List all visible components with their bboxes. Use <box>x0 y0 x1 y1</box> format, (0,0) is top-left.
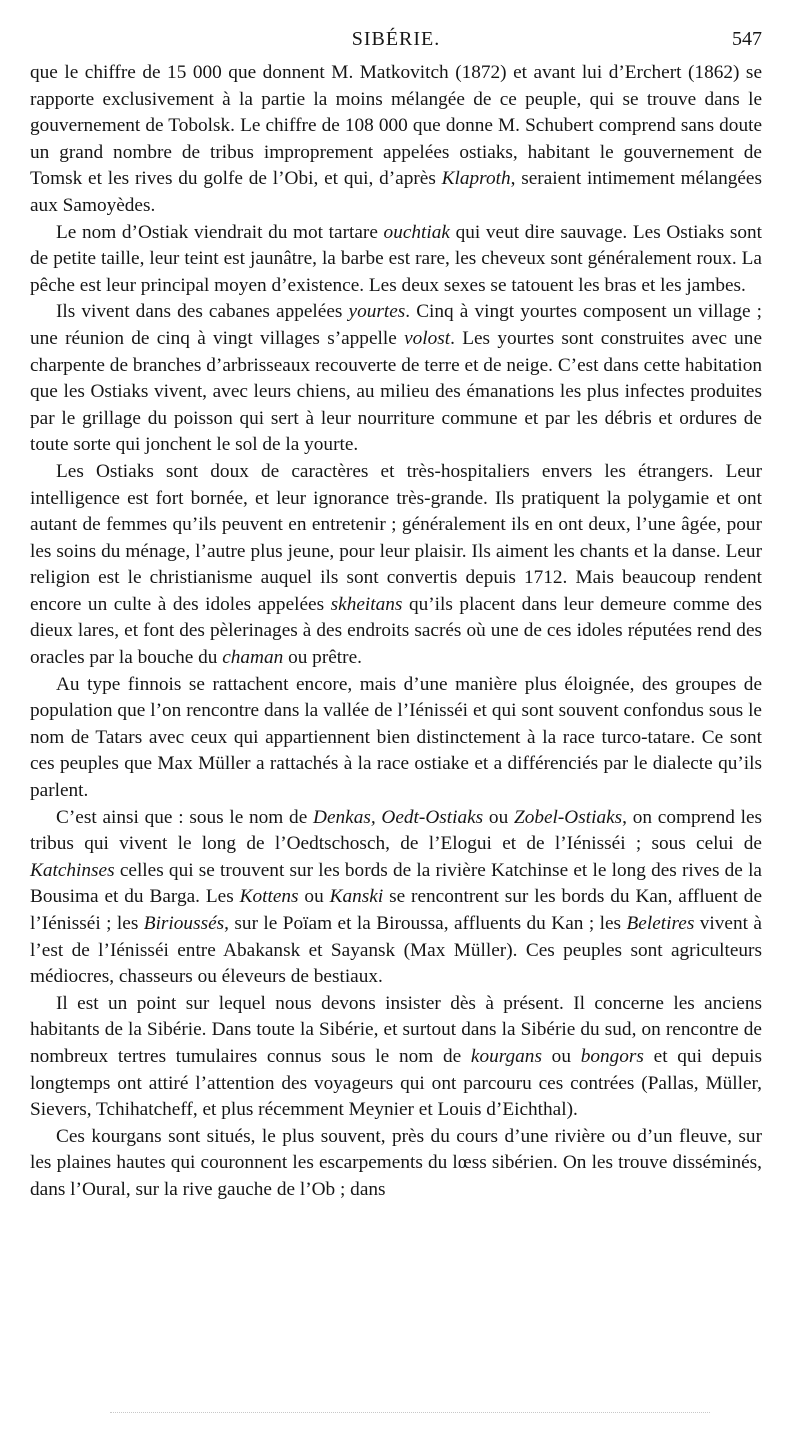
italic-term: bongors <box>580 1045 644 1067</box>
italic-term: Kanski <box>329 886 384 908</box>
paragraph <box>30 299 762 459</box>
text-run: , sur le Poïam et la Biroussa, affluents du Kan ; les <box>224 913 627 934</box>
book-page <box>30 26 762 1204</box>
paragraph <box>30 672 762 805</box>
italic-term: volost <box>404 327 451 349</box>
paragraph <box>30 220 762 300</box>
text-run: se rencontrent sur les bords du Kan, affluent de l’Iénisséi ; les <box>30 886 763 934</box>
text-run: Ils vivent dans des cabanes appelées <box>56 301 349 323</box>
text-run: qui veut dire sauvage. Les Ostiaks sont de petite taille, leur teint est jaunâtre, la barbe est rare, les cheveux sont généralement roux. La pêche est leur principal moyen d’existence. Les deux sexes se tatouent les bras et les jambes. <box>30 221 762 296</box>
text-run: ou prêtre. <box>283 647 362 669</box>
italic-term: Klaproth <box>441 168 511 190</box>
text-run: vivent à l’est de l’Iénisséi entre Abakansk et Sayansk (Max Müller). Ces peuples sont agriculteurs médiocres, chasseurs ou éleveurs de bestiaux. <box>30 913 762 988</box>
italic-term: yourtes <box>348 301 406 323</box>
text-run: . Les yourtes sont construites avec une charpente de branches d’arbrisseaux recouverte de terre et de neige. C’est dans cette habitation que les Ostiaks vivent, avec leurs chiens, au milieu des émanations les plus infectes produites par le grillage du poisson qui sert à leur nourriture commune et par les débris et ordures de toute sorte qui jonchent le sol de la yourte. <box>30 327 762 456</box>
text-run: Il est un point sur lequel nous devons insister dès à présent. Il concerne les anciens habitants de la Sibérie. Dans toute la Sibérie, et surtout dans la Sibérie du sud, on rencontre de nombreux tertres tumulaires connus sous le nom de <box>30 992 762 1067</box>
text-run: qu’ils placent dans leur demeure comme des dieux lares, et font des pèlerinages à des endroits sacrés où une de ces idoles réputées rend des oracles par la bouche du <box>30 593 762 669</box>
text-run: Les Ostiaks sont doux de caractères et très-hospitaliers envers les étrangers. Leur intelligence est fort bornée, et leur ignorance très-grande. Ils pratiquent la polygamie et ont autant de femmes qu’ils peuvent en entretenir ; généralement ils en ont deux, l’une âgée, pour les soins du ménage, l’autre plus jeune, pour leur plaisir. Ils aiment les chants et la danse. Leur religion est le christianisme auquel ils sont convertis depuis 1712. Mais beaucoup rendent encore un culte à des idoles appelées <box>30 460 762 615</box>
text-run: et qui depuis longtemps ont attiré l’attention des voyageurs qui ont parcouru ces contrées (Pallas, Müller, Sievers, Tchihatcheff, et plus récemment Meynier et Louis d’Eichthal). <box>30 1045 763 1121</box>
text-run: ou <box>541 1045 581 1067</box>
text-run: que le chiffre de 15 000 que donnent M. Matkovitch (1872) et avant lui d’Erchert (1862) se rapporte exclusivement à la partie la moins mélangée de ce peuple, qui se trouve dans le gouvernement de Tobolsk. Le chiffre de 108 000 que donne M. Schubert comprend sans doute un grand nombre de tribus improprement appelées ostiaks, habitant le gouvernement de Tomsk et les rives du golfe de l’Obi, et qui, d’après <box>30 62 762 190</box>
text-run: ou <box>298 886 330 908</box>
italic-term: Zobel-Ostiaks <box>513 806 623 828</box>
paragraph <box>30 459 762 672</box>
paragraph <box>30 805 762 991</box>
italic-term: ouchtiak <box>383 221 450 243</box>
text-run: celles qui se trouvent sur les bords de la rivière Katchinse et le long des rives de la Bousima et du Barga. Les <box>30 859 762 908</box>
paragraph <box>30 1124 762 1204</box>
page-number: 547 <box>732 28 762 50</box>
text-run: C’est ainsi que : sous le nom de <box>56 806 314 828</box>
text-run: ou <box>483 806 514 828</box>
text-run: , on comprend les tribus qui vivent le long de l’Oedtschosch, de l’Elogui et de l’Iénisséi ; sous celui de <box>30 806 763 855</box>
text-run: . Cinq à vingt yourtes composent un village ; une réunion de cinq à vingt villages s’appelle <box>30 301 762 349</box>
italic-term: Katchinses <box>30 859 115 881</box>
body-text <box>30 60 762 1204</box>
italic-term: Kottens <box>239 886 299 908</box>
running-title: SIBÉRIE. <box>351 28 441 50</box>
text-run: Le nom d’Ostiak viendrait du mot tartare <box>56 221 384 243</box>
italic-term: Beletires <box>626 913 695 934</box>
text-run: Ces kourgans sont situés, le plus souvent, près du cours d’une rivière ou d’un fleuve, sur les plaines hautes qui couronnent les escarpements du lœss sibérien. On les trouve disséminés, dans l’Oural, sur la rive gauche de l’Ob ; dans <box>30 1125 762 1200</box>
italic-term: skheitans <box>330 593 403 615</box>
text-run: , seraient intimement mélangées aux Samoyèdes. <box>30 168 762 216</box>
text-run: Au type finnois se rattachent encore, mais d’une manière plus éloignée, des groupes de population que l’on rencontre dans la vallée de l’Iénisséi et qui sont souvent confondus sous le nom de Tatars avec ceux qui appartiennent bien distinctement à la race turco-tatare. Ce sont ces peuples que Max Müller a rattachés à la race ostiake et a différenciés par le dialecte qu’ils parlent. <box>30 673 762 802</box>
footer-dotted-rule <box>110 1412 710 1415</box>
paragraph <box>30 60 762 220</box>
page-header <box>30 26 762 60</box>
paragraph <box>30 991 762 1124</box>
italic-term: Denkas, Oedt-Ostiaks <box>313 806 484 828</box>
italic-term: chaman <box>222 647 284 669</box>
italic-term: Birioussés <box>143 913 225 934</box>
italic-term: kourgans <box>470 1045 542 1067</box>
